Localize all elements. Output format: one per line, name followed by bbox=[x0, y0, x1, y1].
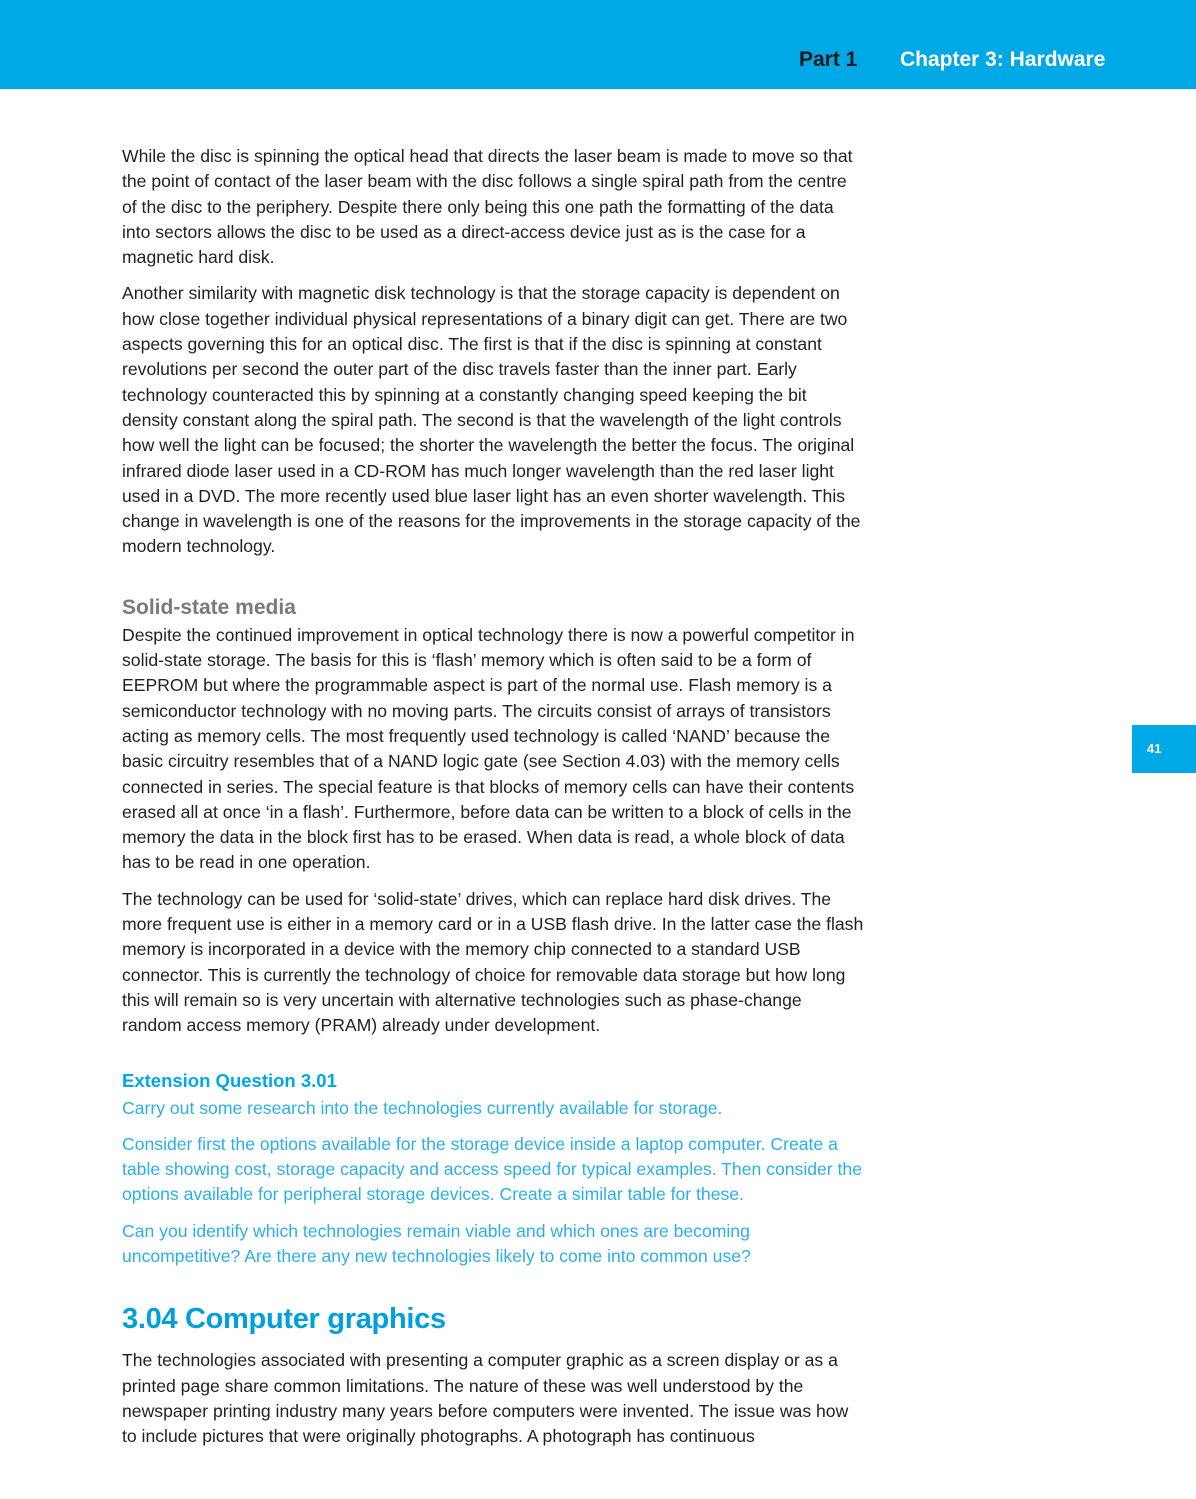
page-number-tab: 41 bbox=[1132, 725, 1196, 773]
body-paragraph-graphics-intro: The technologies associated with presenting a computer graphic as a screen display or as a printed page share common limitations. The nature of these was well understood by the newspaper printing industry many years before computers were invented. The issue was how to include pictures that were originally photographs. A photograph has continuous bbox=[122, 1350, 849, 1447]
extension-question-title: Extension Question 3.01 bbox=[122, 1069, 337, 1091]
extension-question-text-1: Carry out some research into the technologies currently available for storage. bbox=[122, 1097, 723, 1118]
extension-question-text-3: Can you identify which technologies remain viable and which ones are becoming uncompetitive? Are there any new technologies likely to come into common use? bbox=[122, 1220, 751, 1266]
body-paragraph-flash-memory: Despite the continued improvement in optical technology there is now a powerful competitor in solid-state storage. The basis for this is ‘flash’ memory which is often said to be a form of EEPROM but where the programmable aspect is part of the normal use. Flash memory is a semiconductor technology with no moving parts. The circuits consist of arrays of transistors acting as memory cells. The most frequently used technology is called ‘NAND’ because the basic circuitry resembles that of a NAND logic gate (see Section 4.03) with the memory cells connected in series. The special feature is that blocks of memory cells can have their contents erased all at once ‘in a flash’. Furthermore, before data can be written to a block of cells in the memory the data in the block first has to be erased. When data is read, a whole block of data has to be read in one operation. bbox=[122, 624, 855, 873]
body-paragraph-optical-capacity: Another similarity with magnetic disk technology is that the storage capacity is dependent on how close together individual physical representations of a binary digit can get. There are two aspects governing this for an optical disc. The first is that if the disc is spinning at constant revolutions per second the outer part of the disc travels faster than the inner part. Early technology counteracted this by spinning at a constantly changing speed keeping the bit density constant along the spiral path. The second is that the wavelength of the light controls how well the light can be focused; the shorter the wavelength the better the focus. The original infrared diode laser used in a CD-ROM has much longer wavelength than the red laser light used in a DVD. The more recently used blue laser light has an even shorter wavelength. This change in wavelength is one of the reasons for the improvements in the storage capacity of the modern technology. bbox=[122, 283, 861, 557]
header-band bbox=[0, 0, 1196, 89]
extension-question-text-2: Consider first the options available for the storage device inside a laptop computer. Create a table showing cost, storage capacity and access speed for typical examples. Then consider the options available for peripheral storage devices. Create a similar table for these. bbox=[122, 1133, 863, 1205]
section-heading-computer-graphics: 3.04 Computer graphics bbox=[122, 1303, 446, 1336]
header-chapter-title: Chapter 3: Hardware bbox=[900, 48, 1106, 71]
body-paragraph-solid-state-drives: The technology can be used for ‘solid-state’ drives, which can replace hard disk drives. The more frequent use is either in a memory card or in a USB flash drive. In the latter case the flash memory is incorporated in a device with the memory chip connected to a standard USB connector. This is currently the technology of choice for removable data storage but how long this will remain so is very uncertain with alternative technologies such as phase-change random access memory (PRAM) already under development. bbox=[122, 888, 864, 1036]
body-paragraph-optical-path: While the disc is spinning the optical head that directs the laser beam is made to move so that the point of contact of the laser beam with the disc follows a single spiral path from the centre of the disc to the periphery. Despite there only being this one path the formatting of the data into sectors allows the disc to be used as a direct-access device just as is the case for a magnetic hard disk. bbox=[122, 146, 853, 268]
subheading-solid-state: Solid-state media bbox=[122, 595, 296, 619]
page-content bbox=[122, 144, 864, 1449]
header-part-label: Part 1 bbox=[799, 48, 858, 71]
